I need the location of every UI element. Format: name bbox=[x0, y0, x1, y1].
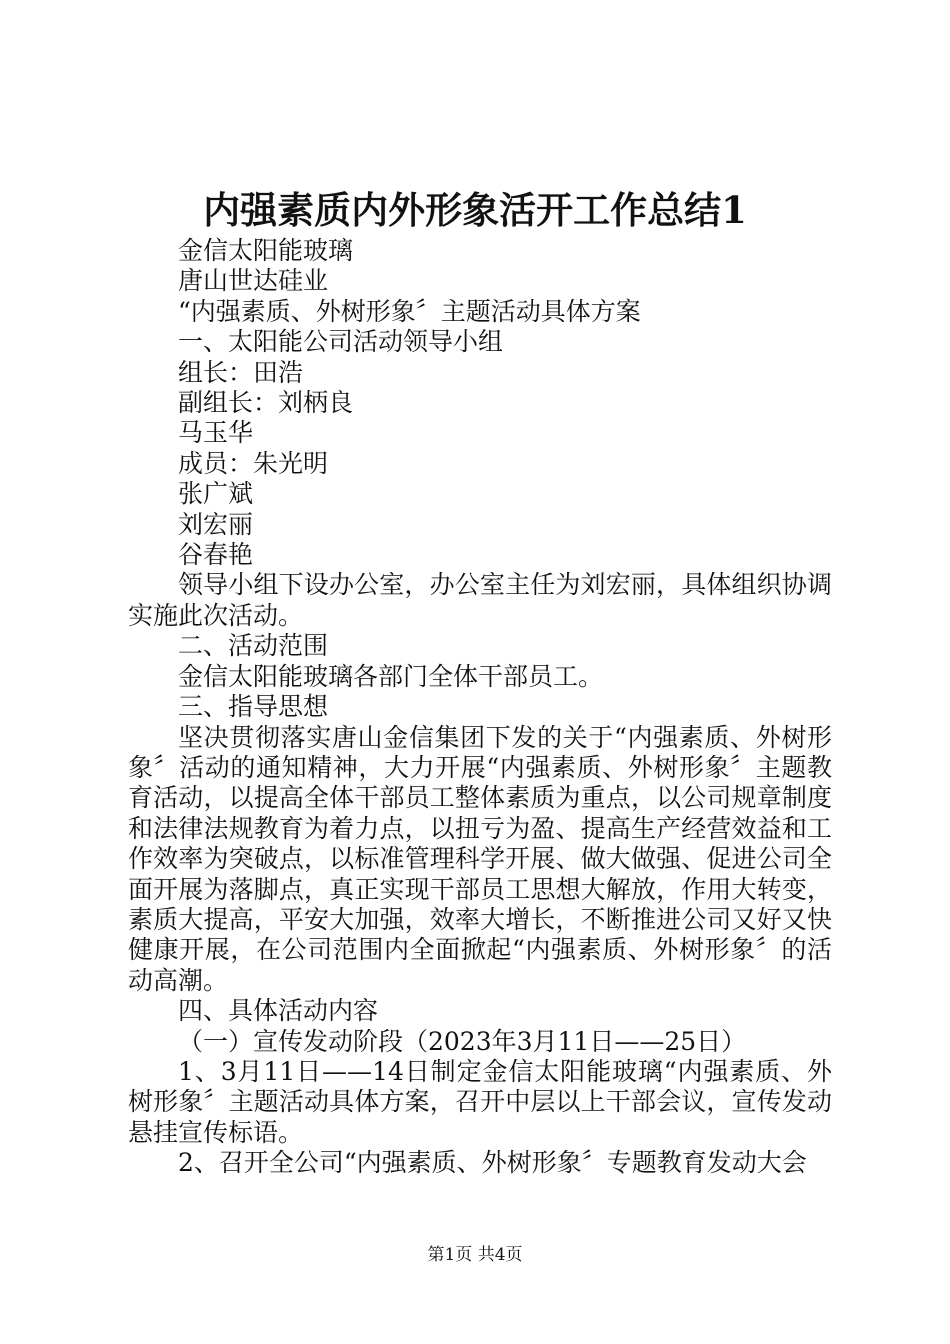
paragraph: 唐山世达硅业 bbox=[178, 266, 329, 296]
paragraph: “内强素质、外树形象〞主题活动具体方案 bbox=[178, 296, 641, 326]
paragraph: 马玉华 bbox=[178, 418, 254, 448]
paragraph: 成员：朱光明 bbox=[178, 448, 329, 478]
section-heading: 四、具体活动内容 bbox=[178, 996, 379, 1026]
paragraph: （一）宣传发动阶段（2023年3月11日——25日） bbox=[178, 1026, 747, 1056]
paragraph: 组长：田浩 bbox=[178, 357, 304, 387]
paragraph: 金信太阳能玻璃各部门全体干部员工。 bbox=[178, 661, 604, 691]
paragraph: 张广斌 bbox=[178, 479, 254, 509]
document-body bbox=[128, 236, 832, 1179]
paragraph: 副组长：刘柄良 bbox=[178, 388, 354, 418]
paragraph: 领导小组下设办公室，办公室主任为刘宏丽，具体组织协调实施此次活动。 bbox=[128, 570, 832, 630]
section-heading: 三、指导思想 bbox=[178, 692, 329, 722]
paragraph: 金信太阳能玻璃 bbox=[178, 236, 354, 265]
document-title: 内强素质内外形象活开工作总结1 bbox=[203, 188, 747, 232]
page-footer: 第1页 共4页 bbox=[427, 1245, 523, 1265]
section-heading: 一、太阳能公司活动领导小组 bbox=[178, 327, 504, 357]
paragraph: 谷春艳 bbox=[178, 540, 254, 570]
paragraph: 刘宏丽 bbox=[178, 509, 254, 539]
paragraph: 2、召开全公司“内强素质、外树形象〞专题教育发动大会 bbox=[178, 1148, 807, 1178]
paragraph: 坚决贯彻落实唐山金信集团下发的关于“内强素质、外树形象〞活动的通知精神，大力开展“内强素质、外树形象〞主题教育活动，以提高全体干部员工整体素质为重点，以公司规章制度和法律法规教育为着力点，以扭亏为盈、提高生产经营效益和工作效率为突破点，以标准管理科学开展、做大做强、促进公司全面开展为落脚点，真正实现干部员工思想大解放，作用大转变，素质大提高，平安大加强，效率大增长，不断推进公司又好又快健康开展，在公司范围内全面掀起“内强素质、外树形象〞的活动高潮。 bbox=[128, 722, 832, 995]
paragraph: 1、3月11日——14日制定金信太阳能玻璃“内强素质、外树形象〞主题活动具体方案，召开中层以上干部会议，宣传发动悬挂宣传标语。 bbox=[128, 1056, 832, 1147]
section-heading: 二、活动范围 bbox=[178, 631, 329, 661]
